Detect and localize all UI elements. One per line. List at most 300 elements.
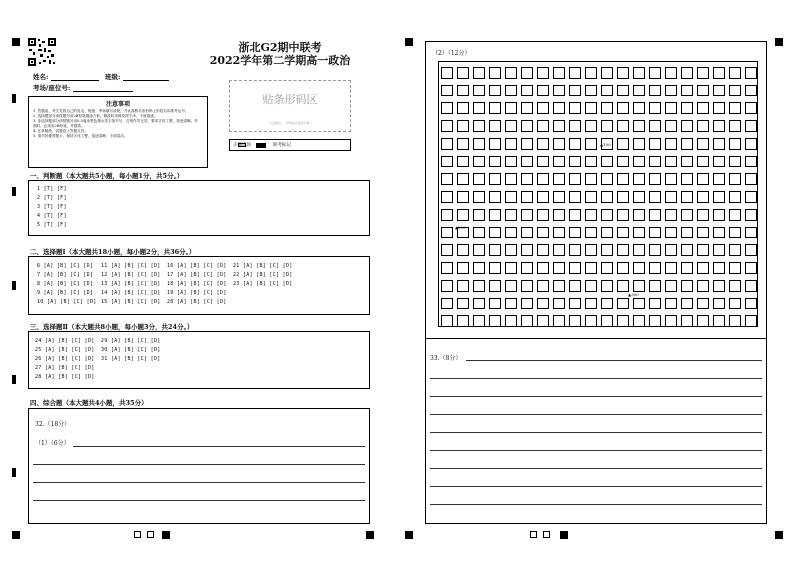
grid-cell[interactable] <box>681 298 693 310</box>
grid-cell[interactable] <box>457 102 469 114</box>
grid-cell[interactable] <box>553 67 565 79</box>
choice-row[interactable]: 18 [A] [B] [C] [D] <box>167 281 227 287</box>
judge-row[interactable]: 5 [T] [F] <box>37 222 67 228</box>
grid-cell[interactable] <box>505 191 517 203</box>
grid-cell[interactable] <box>489 156 501 168</box>
grid-cell[interactable] <box>617 156 629 168</box>
grid-cell[interactable] <box>569 262 581 274</box>
grid-cell[interactable] <box>729 85 741 97</box>
grid-cell[interactable] <box>649 156 661 168</box>
grid-cell[interactable] <box>681 138 693 150</box>
grid-cell[interactable] <box>697 262 709 274</box>
choice-row[interactable]: 30 [A] [B] [C] [D] <box>101 347 161 353</box>
choice-row[interactable]: 28 [A] [B] [C] [D] <box>35 374 95 380</box>
grid-cell[interactable] <box>521 173 533 185</box>
grid-cell[interactable] <box>681 262 693 274</box>
grid-cell[interactable] <box>521 227 533 239</box>
grid-cell[interactable] <box>745 315 757 327</box>
choice-row[interactable]: 12 [A] [B] [C] [D] <box>101 272 161 278</box>
q32-answer-box[interactable] <box>28 408 370 524</box>
grid-cell[interactable] <box>601 315 613 327</box>
choice-row[interactable]: 17 [A] [B] [C] [D] <box>167 272 227 278</box>
grid-cell[interactable] <box>713 280 725 292</box>
grid-cell[interactable] <box>585 315 597 327</box>
grid-cell[interactable] <box>729 156 741 168</box>
grid-cell[interactable] <box>649 191 661 203</box>
grid-cell[interactable] <box>649 227 661 239</box>
grid-cell[interactable] <box>521 209 533 221</box>
grid-cell[interactable] <box>713 244 725 256</box>
grid-cell[interactable] <box>537 156 549 168</box>
grid-cell[interactable] <box>441 173 453 185</box>
choice-row[interactable]: 26 [A] [B] [C] [D] <box>35 356 95 362</box>
grid-cell[interactable] <box>489 280 501 292</box>
grid-cell[interactable] <box>569 315 581 327</box>
grid-cell[interactable] <box>585 67 597 79</box>
grid-cell[interactable] <box>665 191 677 203</box>
choice-row[interactable]: 29 [A] [B] [C] [D] <box>101 338 161 344</box>
grid-cell[interactable] <box>569 138 581 150</box>
grid-cell[interactable] <box>633 209 645 221</box>
grid-cell[interactable] <box>537 262 549 274</box>
grid-cell[interactable] <box>601 85 613 97</box>
grid-cell[interactable] <box>441 227 453 239</box>
grid-cell[interactable] <box>633 315 645 327</box>
grid-cell[interactable] <box>457 298 469 310</box>
grid-cell[interactable] <box>537 138 549 150</box>
grid-cell[interactable] <box>569 173 581 185</box>
grid-cell[interactable] <box>681 173 693 185</box>
grid-cell[interactable] <box>713 67 725 79</box>
grid-cell[interactable] <box>441 280 453 292</box>
grid-cell[interactable] <box>601 227 613 239</box>
grid-cell[interactable] <box>681 209 693 221</box>
choice-row[interactable]: 21 [A] [B] [C] [D] <box>233 263 293 269</box>
choice-row[interactable]: 15 [A] [B] [C] [D] <box>101 299 161 305</box>
grid-cell[interactable] <box>521 102 533 114</box>
grid-cell[interactable] <box>473 280 485 292</box>
grid-cell[interactable] <box>473 262 485 274</box>
grid-cell[interactable] <box>585 102 597 114</box>
grid-cell[interactable] <box>697 138 709 150</box>
grid-cell[interactable] <box>697 85 709 97</box>
grid-cell[interactable] <box>537 244 549 256</box>
grid-cell[interactable] <box>569 85 581 97</box>
grid-cell[interactable] <box>729 244 741 256</box>
grid-cell[interactable] <box>489 244 501 256</box>
grid-cell[interactable] <box>553 280 565 292</box>
grid-cell[interactable] <box>729 67 741 79</box>
grid-cell[interactable] <box>537 120 549 132</box>
grid-cell[interactable] <box>473 173 485 185</box>
grid-cell[interactable] <box>441 156 453 168</box>
grid-cell[interactable] <box>697 67 709 79</box>
absent-checkbox[interactable] <box>238 143 246 147</box>
grid-cell[interactable] <box>601 280 613 292</box>
choice-row[interactable]: 7 [A] [B] [C] [D] <box>37 272 94 278</box>
grid-cell[interactable] <box>649 262 661 274</box>
grid-cell[interactable] <box>505 120 517 132</box>
grid-cell[interactable] <box>617 85 629 97</box>
grid-cell[interactable] <box>457 85 469 97</box>
grid-cell[interactable] <box>473 244 485 256</box>
grid-cell[interactable] <box>441 244 453 256</box>
grid-cell[interactable] <box>601 120 613 132</box>
grid-cell[interactable] <box>729 120 741 132</box>
exam-room-field[interactable] <box>73 91 133 92</box>
grid-cell[interactable] <box>473 120 485 132</box>
grid-cell[interactable] <box>489 85 501 97</box>
choice-row[interactable]: 14 [A] [B] [C] [D] <box>101 290 161 296</box>
grid-cell[interactable] <box>521 138 533 150</box>
grid-cell[interactable] <box>617 227 629 239</box>
grid-cell[interactable] <box>681 315 693 327</box>
grid-cell[interactable] <box>457 280 469 292</box>
grid-cell[interactable] <box>665 173 677 185</box>
grid-cell[interactable] <box>601 244 613 256</box>
grid-cell[interactable] <box>489 191 501 203</box>
grid-cell[interactable] <box>617 120 629 132</box>
grid-cell[interactable] <box>697 280 709 292</box>
grid-cell[interactable] <box>745 227 757 239</box>
grid-cell[interactable] <box>713 138 725 150</box>
grid-cell[interactable] <box>505 209 517 221</box>
grid-cell[interactable] <box>505 156 517 168</box>
grid-cell[interactable] <box>585 191 597 203</box>
grid-cell[interactable] <box>553 156 565 168</box>
grid-cell[interactable] <box>489 227 501 239</box>
grid-cell[interactable] <box>681 120 693 132</box>
grid-cell[interactable] <box>697 173 709 185</box>
grid-cell[interactable] <box>553 138 565 150</box>
grid-cell[interactable] <box>681 191 693 203</box>
grid-cell[interactable] <box>729 102 741 114</box>
grid-cell[interactable] <box>521 244 533 256</box>
grid-cell[interactable] <box>713 315 725 327</box>
grid-cell[interactable] <box>729 298 741 310</box>
grid-cell[interactable] <box>505 262 517 274</box>
choice-row[interactable]: 22 [A] [B] [C] [D] <box>233 272 293 278</box>
grid-cell[interactable] <box>473 298 485 310</box>
choice-row[interactable]: 19 [A] [B] [C] [D] <box>167 290 227 296</box>
grid-cell[interactable] <box>441 85 453 97</box>
grid-cell[interactable] <box>745 298 757 310</box>
grid-cell[interactable] <box>649 85 661 97</box>
grid-cell[interactable] <box>697 120 709 132</box>
choice-row[interactable]: 6 [A] [B] [C] [D] <box>37 263 94 269</box>
grid-cell[interactable] <box>601 67 613 79</box>
grid-cell[interactable] <box>633 156 645 168</box>
grid-cell[interactable] <box>665 102 677 114</box>
grid-cell[interactable] <box>697 102 709 114</box>
grid-cell[interactable] <box>537 67 549 79</box>
grid-cell[interactable] <box>585 120 597 132</box>
grid-cell[interactable] <box>505 280 517 292</box>
grid-cell[interactable] <box>617 244 629 256</box>
grid-cell[interactable] <box>521 67 533 79</box>
grid-cell[interactable] <box>489 120 501 132</box>
grid-cell[interactable] <box>473 85 485 97</box>
grid-cell[interactable] <box>745 67 757 79</box>
grid-cell[interactable] <box>665 85 677 97</box>
grid-cell[interactable] <box>601 262 613 274</box>
grid-cell[interactable] <box>569 191 581 203</box>
grid-cell[interactable] <box>745 262 757 274</box>
grid-cell[interactable] <box>441 120 453 132</box>
grid-cell[interactable] <box>601 191 613 203</box>
grid-cell[interactable] <box>505 315 517 327</box>
grid-cell[interactable] <box>553 120 565 132</box>
grid-cell[interactable] <box>649 138 661 150</box>
grid-cell[interactable] <box>745 209 757 221</box>
choice-row[interactable]: 8 [A] [B] [C] [D] <box>37 281 94 287</box>
grid-cell[interactable] <box>617 280 629 292</box>
grid-cell[interactable] <box>633 138 645 150</box>
grid-cell[interactable] <box>569 67 581 79</box>
choice-row[interactable]: 25 [A] [B] [C] [D] <box>35 347 95 353</box>
grid-cell[interactable] <box>649 120 661 132</box>
grid-cell[interactable] <box>553 102 565 114</box>
grid-cell[interactable] <box>537 191 549 203</box>
grid-cell[interactable] <box>713 227 725 239</box>
grid-cell[interactable] <box>713 173 725 185</box>
grid-cell[interactable] <box>505 138 517 150</box>
grid-cell[interactable] <box>441 191 453 203</box>
judge-row[interactable]: 3 [T] [F] <box>37 204 67 210</box>
grid-cell[interactable] <box>633 298 645 310</box>
grid-cell[interactable] <box>537 227 549 239</box>
grid-cell[interactable] <box>617 191 629 203</box>
judge-row[interactable]: 4 [T] [F] <box>37 213 67 219</box>
grid-cell[interactable] <box>569 209 581 221</box>
grid-cell[interactable] <box>553 191 565 203</box>
grid-cell[interactable] <box>569 120 581 132</box>
grid-cell[interactable] <box>537 315 549 327</box>
grid-cell[interactable] <box>713 120 725 132</box>
grid-cell[interactable] <box>521 280 533 292</box>
grid-cell[interactable] <box>681 67 693 79</box>
grid-cell[interactable] <box>585 209 597 221</box>
choice-row[interactable]: 16 [A] [B] [C] [D] <box>167 263 227 269</box>
grid-cell[interactable] <box>521 298 533 310</box>
choice-row[interactable]: 13 [A] [B] [C] [D] <box>101 281 161 287</box>
grid-cell[interactable] <box>473 315 485 327</box>
grid-cell[interactable] <box>633 173 645 185</box>
grid-cell[interactable] <box>745 280 757 292</box>
grid-cell[interactable] <box>585 85 597 97</box>
grid-cell[interactable] <box>457 262 469 274</box>
choice-row[interactable]: 10 [A] [B] [C] [D] <box>37 299 97 305</box>
grid-cell[interactable] <box>505 244 517 256</box>
grid-cell[interactable] <box>457 191 469 203</box>
grid-cell[interactable] <box>681 280 693 292</box>
grid-cell[interactable] <box>729 173 741 185</box>
grid-cell[interactable] <box>633 120 645 132</box>
grid-cell[interactable] <box>745 102 757 114</box>
grid-cell[interactable] <box>633 67 645 79</box>
grid-cell[interactable] <box>665 262 677 274</box>
grid-cell[interactable] <box>745 85 757 97</box>
choice-row[interactable]: 31 [A] [B] [C] [D] <box>101 356 161 362</box>
grid-cell[interactable] <box>489 138 501 150</box>
grid-cell[interactable] <box>697 315 709 327</box>
grid-cell[interactable] <box>489 173 501 185</box>
grid-cell[interactable] <box>441 67 453 79</box>
grid-cell[interactable] <box>569 156 581 168</box>
grid-cell[interactable] <box>473 191 485 203</box>
grid-cell[interactable] <box>457 156 469 168</box>
grid-cell[interactable] <box>665 315 677 327</box>
grid-cell[interactable] <box>649 315 661 327</box>
grid-cell[interactable] <box>457 209 469 221</box>
choice-row[interactable]: 24 [A] [B] [C] [D] <box>35 338 95 344</box>
grid-cell[interactable] <box>617 173 629 185</box>
grid-cell[interactable] <box>713 298 725 310</box>
grid-cell[interactable] <box>521 315 533 327</box>
grid-cell[interactable] <box>713 85 725 97</box>
grid-cell[interactable] <box>713 262 725 274</box>
grid-cell[interactable] <box>505 227 517 239</box>
grid-cell[interactable] <box>489 102 501 114</box>
grid-cell[interactable] <box>553 85 565 97</box>
grid-cell[interactable] <box>441 298 453 310</box>
grid-cell[interactable] <box>697 298 709 310</box>
grid-cell[interactable] <box>745 120 757 132</box>
grid-cell[interactable] <box>585 156 597 168</box>
grid-cell[interactable] <box>553 315 565 327</box>
grid-cell[interactable] <box>729 191 741 203</box>
grid-cell[interactable] <box>505 85 517 97</box>
grid-cell[interactable] <box>537 298 549 310</box>
grid-cell[interactable] <box>649 67 661 79</box>
grid-cell[interactable] <box>729 209 741 221</box>
grid-cell[interactable] <box>457 138 469 150</box>
grid-cell[interactable] <box>521 262 533 274</box>
grid-cell[interactable] <box>633 191 645 203</box>
grid-cell[interactable] <box>537 280 549 292</box>
grid-cell[interactable] <box>745 244 757 256</box>
grid-cell[interactable] <box>505 102 517 114</box>
name-field[interactable] <box>51 80 99 81</box>
grid-cell[interactable] <box>441 315 453 327</box>
grid-cell[interactable] <box>745 156 757 168</box>
grid-cell[interactable] <box>473 156 485 168</box>
grid-cell[interactable] <box>553 227 565 239</box>
grid-cell[interactable] <box>585 298 597 310</box>
grid-cell[interactable] <box>473 67 485 79</box>
grid-cell[interactable] <box>473 227 485 239</box>
grid-cell[interactable] <box>617 298 629 310</box>
grid-cell[interactable] <box>457 67 469 79</box>
grid-cell[interactable] <box>569 227 581 239</box>
grid-cell[interactable] <box>521 120 533 132</box>
grid-cell[interactable] <box>537 209 549 221</box>
grid-cell[interactable] <box>489 209 501 221</box>
choice-row[interactable]: 20 [A] [B] [C] [D] <box>167 299 227 305</box>
grid-cell[interactable] <box>633 280 645 292</box>
grid-cell[interactable] <box>521 85 533 97</box>
grid-cell[interactable] <box>665 67 677 79</box>
grid-cell[interactable] <box>553 209 565 221</box>
essay-grid[interactable] <box>438 61 758 327</box>
grid-cell[interactable] <box>649 298 661 310</box>
q33-answer-box[interactable] <box>425 338 767 524</box>
grid-cell[interactable] <box>505 67 517 79</box>
grid-cell[interactable] <box>633 244 645 256</box>
grid-cell[interactable] <box>473 209 485 221</box>
grid-cell[interactable] <box>617 262 629 274</box>
grid-cell[interactable] <box>681 102 693 114</box>
choice-row[interactable]: 23 [A] [B] [C] [D] <box>233 281 293 287</box>
grid-cell[interactable] <box>489 298 501 310</box>
grid-cell[interactable] <box>473 102 485 114</box>
grid-cell[interactable] <box>633 262 645 274</box>
grid-cell[interactable] <box>601 156 613 168</box>
grid-cell[interactable] <box>713 209 725 221</box>
grid-cell[interactable] <box>745 173 757 185</box>
grid-cell[interactable] <box>489 262 501 274</box>
grid-cell[interactable] <box>633 85 645 97</box>
grid-cell[interactable] <box>649 173 661 185</box>
grid-cell[interactable] <box>457 120 469 132</box>
grid-cell[interactable] <box>633 102 645 114</box>
grid-cell[interactable] <box>569 244 581 256</box>
grid-cell[interactable] <box>681 85 693 97</box>
grid-cell[interactable] <box>729 227 741 239</box>
grid-cell[interactable] <box>697 156 709 168</box>
judge-row[interactable]: 2 [T] [F] <box>37 195 67 201</box>
grid-cell[interactable] <box>585 280 597 292</box>
grid-cell[interactable] <box>537 102 549 114</box>
grid-cell[interactable] <box>553 244 565 256</box>
grid-cell[interactable] <box>553 262 565 274</box>
grid-cell[interactable] <box>697 191 709 203</box>
grid-cell[interactable] <box>489 67 501 79</box>
grid-cell[interactable] <box>585 138 597 150</box>
grid-cell[interactable] <box>617 315 629 327</box>
grid-cell[interactable] <box>697 227 709 239</box>
grid-cell[interactable] <box>649 244 661 256</box>
grid-cell[interactable] <box>585 262 597 274</box>
grid-cell[interactable] <box>569 280 581 292</box>
grid-cell[interactable] <box>505 173 517 185</box>
grid-cell[interactable] <box>457 173 469 185</box>
grid-cell[interactable] <box>441 262 453 274</box>
grid-cell[interactable] <box>665 209 677 221</box>
grid-cell[interactable] <box>697 244 709 256</box>
grid-cell[interactable] <box>617 102 629 114</box>
grid-cell[interactable] <box>585 173 597 185</box>
grid-cell[interactable] <box>521 156 533 168</box>
judge-row[interactable]: 1 [T] [F] <box>37 186 67 192</box>
grid-cell[interactable] <box>585 244 597 256</box>
choice-row[interactable]: 27 [A] [B] [C] [D] <box>35 365 95 371</box>
class-field[interactable] <box>123 80 169 81</box>
grid-cell[interactable] <box>617 209 629 221</box>
grid-cell[interactable] <box>745 138 757 150</box>
grid-cell[interactable] <box>633 227 645 239</box>
grid-cell[interactable] <box>729 280 741 292</box>
grid-cell[interactable] <box>553 173 565 185</box>
grid-cell[interactable] <box>585 227 597 239</box>
grid-cell[interactable] <box>521 191 533 203</box>
grid-cell[interactable] <box>729 138 741 150</box>
grid-cell[interactable] <box>745 191 757 203</box>
grid-cell[interactable] <box>681 227 693 239</box>
grid-cell[interactable] <box>441 138 453 150</box>
choice-row[interactable]: 11 [A] [B] [C] [D] <box>101 263 161 269</box>
grid-cell[interactable] <box>665 156 677 168</box>
